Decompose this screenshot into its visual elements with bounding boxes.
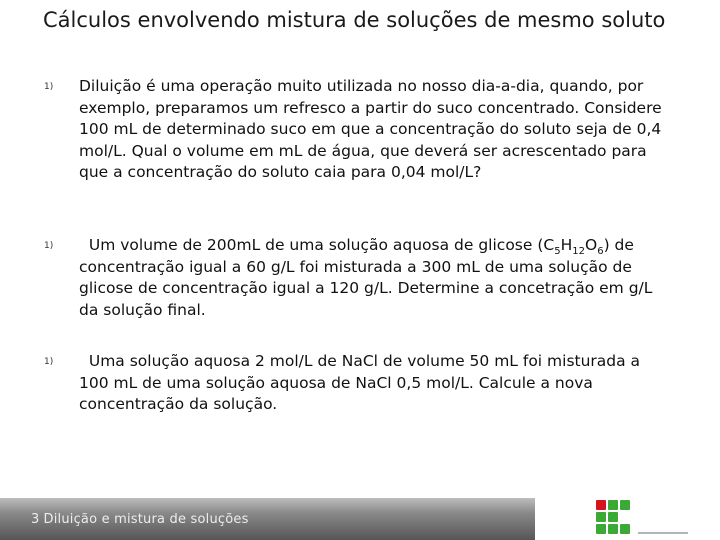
item-text: Diluição é uma operação muito utilizada no nosso dia-a-dia, quando, por exemplo, preparamos um refresco a partir do suco concentrado. Considere 100 mL de determinado suco em que a concentração do soluto seja de 0,4 mol/L. Qual o volume em mL de água, que deverá ser acrescentado para que a concentração do soluto caia para 0,04 mol/L? [79, 77, 662, 181]
footer-title: Diluição e mistura de soluções [43, 512, 249, 527]
logo-caption-line [638, 532, 688, 534]
page-number: 3 [31, 512, 40, 527]
item-number: 1) [44, 82, 54, 92]
exercise-item-1 [44, 76, 674, 184]
item-number: 1) [44, 241, 54, 251]
item-number: 1) [44, 357, 54, 367]
exercise-item-2 [44, 235, 674, 321]
item-text-part-2: ) de concentração igual a 60 g/L foi misturada a 300 mL de uma solução de glicose de concentração igual a 120 g/L. Determine a concetração em g/L da solução final. [79, 236, 653, 319]
item-text [79, 235, 674, 321]
footer-label [31, 512, 249, 527]
glucose-formula: $C_5H_{12}O_6$ [543, 236, 604, 258]
item-text: Uma solução aquosa 2 mol/L de NaCl de volume 50 mL foi misturada a 100 mL de uma solução aquosa de NaCl 0,5 mol/L. Calcule a nova concentração da solução. [79, 352, 641, 413]
exercise-item-3 [44, 351, 674, 416]
item-text-part-1: Um volume de 200mL de uma solução aquosa de glicose ( [88, 236, 544, 254]
slide-title: Cálculos envolvendo mistura de soluções de mesmo soluto [43, 8, 666, 32]
